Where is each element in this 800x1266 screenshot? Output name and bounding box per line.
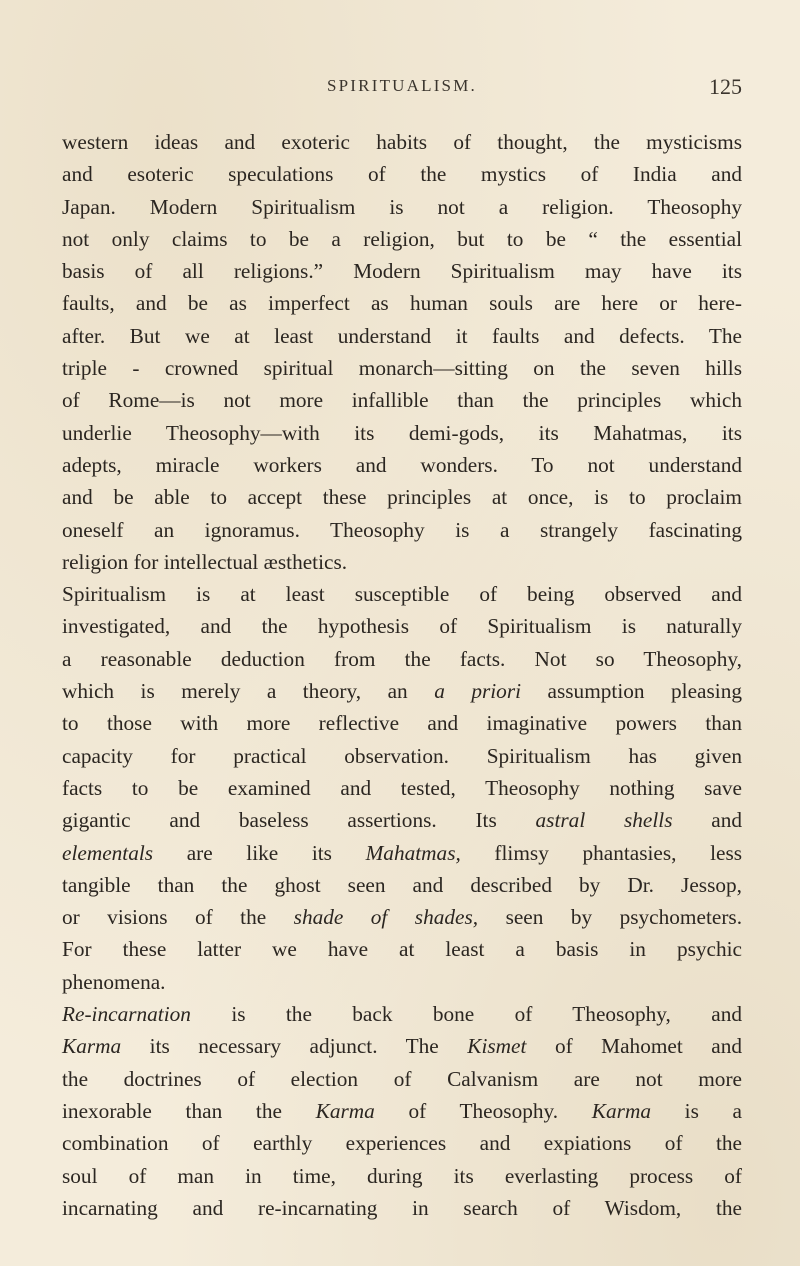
text-line: and be able to accept these principles at once, is to proclaim <box>62 485 742 510</box>
text-line: which is merely a theory, an a priori assumption pleasing <box>62 679 742 704</box>
text-line: triple - crowned spiritual monarch—sitting on the seven hills <box>62 356 742 381</box>
italic-phrase: Kismet <box>467 1034 527 1059</box>
text-line: facts to be examined and tested, Theosophy nothing save <box>62 775 742 800</box>
text-line: of Rome—is not more infallible than the principles which <box>62 388 742 413</box>
text-line: Spiritualism is at least susceptible of being observed and <box>62 582 742 607</box>
text-line: the doctrines of election of Calvanism are not more <box>62 1066 742 1091</box>
text-line: tangible than the ghost seen and described by Dr. Jessop, <box>62 872 742 897</box>
running-title: SPIRITUALISM. <box>327 76 477 95</box>
page-number: 125 <box>709 74 742 99</box>
text-line: soul of man in time, during its everlasting process of <box>62 1163 742 1188</box>
italic-phrase: Karma <box>62 1034 122 1059</box>
text-line: Re-incarnation is the back bone of Theosophy, and <box>62 1002 742 1027</box>
italic-phrase: astral shells <box>535 808 673 833</box>
italic-phrase: Re-incarnation <box>62 1002 191 1027</box>
italic-phrase: shade of shades, <box>293 905 479 930</box>
text-line: oneself an ignoramus. Theosophy is a strangely fascinating <box>62 517 742 542</box>
text-line: investigated, and the hypothesis of Spiritualism is naturally <box>62 614 742 639</box>
text-line: combination of earthly experiences and expiations of the <box>62 1131 742 1156</box>
text-line: religion for intellectual æsthetics. <box>62 549 348 574</box>
text-line: adepts, miracle workers and wonders. To not understand <box>62 452 742 477</box>
body-text <box>62 126 742 1224</box>
text-line: western ideas and exoteric habits of thought, the mysticisms <box>62 130 742 154</box>
italic-phrase: Mahatmas, <box>365 840 461 865</box>
text-line: basis of all religions.” Modern Spiritualism may have its <box>62 259 742 284</box>
text-line: or visions of the shade of shades, seen by psychometers. <box>62 905 743 930</box>
page-header <box>62 76 742 106</box>
text-line: to those with more reflective and imaginative powers than <box>62 711 742 736</box>
text-line: incarnating and re-incarnating in search of Wisdom, the <box>62 1195 742 1220</box>
text-line: gigantic and baseless assertions. Its astral shells and <box>62 808 743 833</box>
text-line: after. But we at least understand it faults and defects. The <box>62 323 742 348</box>
text-line: and esoteric speculations of the mystics of India and <box>62 162 742 187</box>
text-line: Karma its necessary adjunct. The Kismet of Mahomet and <box>62 1034 743 1059</box>
text-line: For these latter we have at least a basis in psychic <box>62 937 742 962</box>
italic-phrase: Karma <box>315 1098 375 1123</box>
text-line: faults, and be as imperfect as human souls are here or here- <box>62 291 742 316</box>
italic-phrase: a priori <box>434 679 522 704</box>
text-line: underlie Theosophy—with its demi-gods, its Mahatmas, its <box>62 420 742 445</box>
italic-phrase: elementals <box>62 840 154 865</box>
italic-phrase: Karma <box>591 1098 651 1123</box>
text-line: not only claims to be a religion, but to be “ the essential <box>62 226 742 251</box>
text-line: Japan. Modern Spiritualism is not a religion. Theosophy <box>62 194 742 219</box>
text-line: phenomena. <box>62 969 166 994</box>
text-line: elementals are like its Mahatmas, flimsy phantasies, less <box>62 840 743 865</box>
text-line: a reasonable deduction from the facts. Not so Theosophy, <box>62 646 742 671</box>
text-line: inexorable than the Karma of Theosophy. Karma is a <box>62 1098 742 1123</box>
text-line: capacity for practical observation. Spiritualism has given <box>62 743 742 768</box>
